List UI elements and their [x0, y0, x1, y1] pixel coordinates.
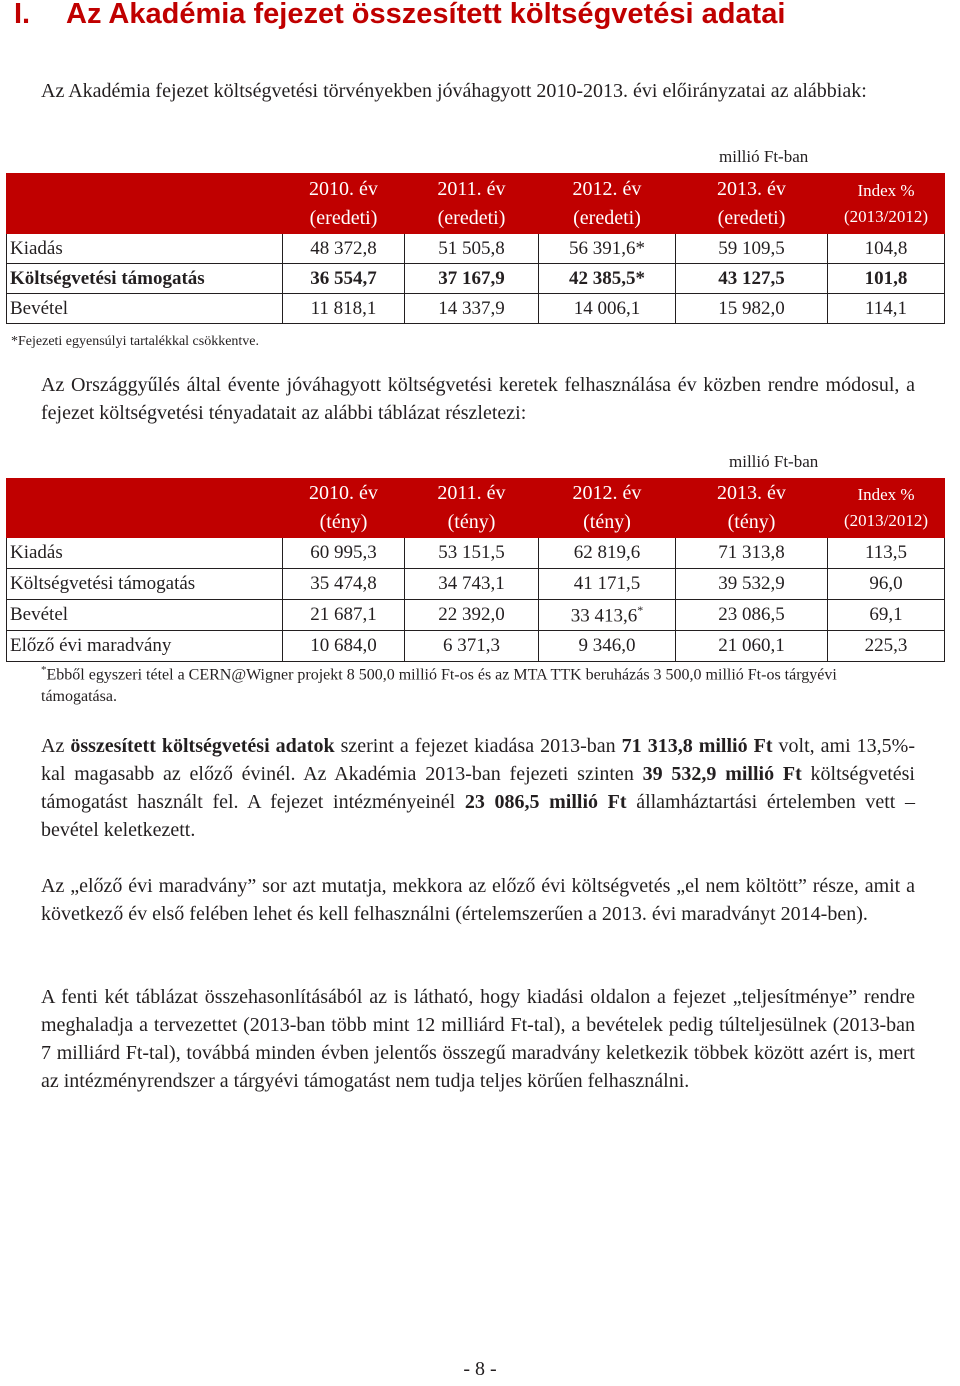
paragraph-3: Az összesített költségvetési adatok szerint a fejezet kiadása 2013-ban 71 313,8 millió Ft volt, ami 13,5%-kal magasabb az előző évinél. Az Akadémia 2013-ban fejezeti szinten 39 532,9 millió Ft költségvetési támogatást használt fel. A fejezet intézményeinél 23 086,5 millió Ft államháztartási értelemben vett – bevétel keletkezett. [41, 735, 916, 841]
row-label: Költségvetési támogatás [7, 569, 283, 600]
header-cell-2012: 2012. év (eredeti) [539, 174, 676, 234]
table-cell: 101,8 [828, 264, 945, 294]
paragraph-4: Az „előző évi maradvány” sor azt mutatja, mekkora az előző évi költségvetés „el nem költött” része, amit a következő év első felében lehet és kell felhasználni (értelemszerűen a 2013. évi maradványt 2014-ben). [41, 875, 915, 925]
row-label: Kiadás [7, 234, 283, 264]
table-row [7, 294, 945, 324]
table-cell: 15 982,0 [676, 294, 828, 324]
footnote-text: Ebből egyszeri tétel a CERN@Wigner projekt 8 500,0 millió Ft-os és az MTA TTK beruházás 3 500,0 millió Ft-os tárgyévi támogatása. [41, 666, 837, 706]
table-cell: 37 167,9 [405, 264, 539, 294]
header-cell-2010: 2010. év (eredeti) [283, 174, 405, 234]
table-header-row [7, 479, 945, 538]
table-cell: 22 392,0 [405, 600, 539, 631]
row-label: Költségvetési támogatás [7, 264, 283, 294]
table-header-row [7, 174, 945, 234]
footnote-marker: * [41, 664, 47, 676]
table-cell: 14 006,1 [539, 294, 676, 324]
table-cell: 59 109,5 [676, 234, 828, 264]
table-cell: 36 554,7 [283, 264, 405, 294]
table-cell: 56 391,6* [539, 234, 676, 264]
table-row [7, 264, 945, 294]
table-cell: 21 060,1 [676, 631, 828, 662]
table-cell: 41 171,5 [539, 569, 676, 600]
section-heading [14, 0, 785, 31]
header-cell-index: Index % (2013/2012) [828, 174, 945, 234]
table-cell: 62 819,6 [539, 538, 676, 569]
header-cell-2013: 2013. év (tény) [676, 479, 828, 538]
paragraph-5: A fenti két táblázat összehasonlításából az is látható, hogy kiadási oldalon a fejezet „teljesítménye” rendre meghaladja a tervezettet (2013-ban több mint 12 milliárd Ft-tal), a bevételek pedig túlteljesülnek (2013-ban 7 milliárd Ft-tal), továbbá minden évben jelentős összegű maradvány keletkezik többek között azért is, mert az intézményrendszer a tárgyévi támogatást nem tudja teljes körűen felhasználni. [41, 986, 915, 1092]
table-cell: 60 995,3 [283, 538, 405, 569]
table-cell: 10 684,0 [283, 631, 405, 662]
table-row [7, 600, 945, 631]
header-cell-2011: 2011. év (tény) [405, 479, 539, 538]
table-cell [539, 600, 676, 631]
table2-unit-label: millió Ft-ban [729, 452, 819, 471]
table-cell: 21 687,1 [283, 600, 405, 631]
page-number: - 8 - [463, 1358, 497, 1380]
table-cell: 69,1 [828, 600, 945, 631]
cell-value: 33 413,6 [570, 605, 638, 627]
row-label: Bevétel [7, 294, 283, 324]
table-cell: 42 385,5* [539, 264, 676, 294]
table-cell: 114,1 [828, 294, 945, 324]
section-title: Az Akadémia fejezet összesített költségvetési adatai [66, 0, 786, 30]
table-row [7, 538, 945, 569]
table2-footnote [41, 659, 911, 708]
header-cell-2011: 2011. év (eredeti) [405, 174, 539, 234]
table-row [7, 631, 945, 662]
table-cell: 35 474,8 [283, 569, 405, 600]
row-label: Bevétel [7, 600, 283, 631]
table-cell: 96,0 [828, 569, 945, 600]
header-blank-cell [7, 174, 283, 234]
table-cell: 14 337,9 [405, 294, 539, 324]
section-number: I. [14, 0, 31, 30]
table-cell: 225,3 [828, 631, 945, 662]
budget-table-planned [6, 173, 945, 324]
row-label: Kiadás [7, 538, 283, 569]
header-cell-2012: 2012. év (tény) [539, 479, 676, 538]
table-cell: 48 372,8 [283, 234, 405, 264]
table1-unit-label: millió Ft-ban [719, 147, 809, 166]
paragraph-2: Az Országgyűlés által évente jóváhagyott költségvetési keretek felhasználása év közben rendre módosul, a fejezet költségvetési tényadatait az alábbi táblázat részletezi: [41, 374, 915, 424]
table-cell: 113,5 [828, 538, 945, 569]
header-blank-cell [7, 479, 283, 538]
table-row [7, 569, 945, 600]
table-cell: 39 532,9 [676, 569, 828, 600]
table-cell: 23 086,5 [676, 600, 828, 631]
table-cell: 53 151,5 [405, 538, 539, 569]
row-label: Előző évi maradvány [7, 631, 283, 662]
table-cell: 9 346,0 [539, 631, 676, 662]
table-cell: 71 313,8 [676, 538, 828, 569]
table-cell: 51 505,8 [405, 234, 539, 264]
header-cell-2013: 2013. év (eredeti) [676, 174, 828, 234]
table-cell: 6 371,3 [405, 631, 539, 662]
table-cell: 104,8 [828, 234, 945, 264]
table-row [7, 234, 945, 264]
footnote-marker: * [637, 602, 644, 617]
budget-table-actual [6, 478, 945, 662]
intro-paragraph: Az Akadémia fejezet költségvetési törvényekben jóváhagyott 2010-2013. évi előirányzatai az alábbiak: [41, 80, 867, 102]
header-cell-index: Index % (2013/2012) [828, 479, 945, 538]
table-cell: 43 127,5 [676, 264, 828, 294]
table1-footnote: *Fejezeti egyensúlyi tartalékkal csökkentve. [11, 334, 260, 349]
table-cell: 34 743,1 [405, 569, 539, 600]
header-cell-2010: 2010. év (tény) [283, 479, 405, 538]
table-cell: 11 818,1 [283, 294, 405, 324]
